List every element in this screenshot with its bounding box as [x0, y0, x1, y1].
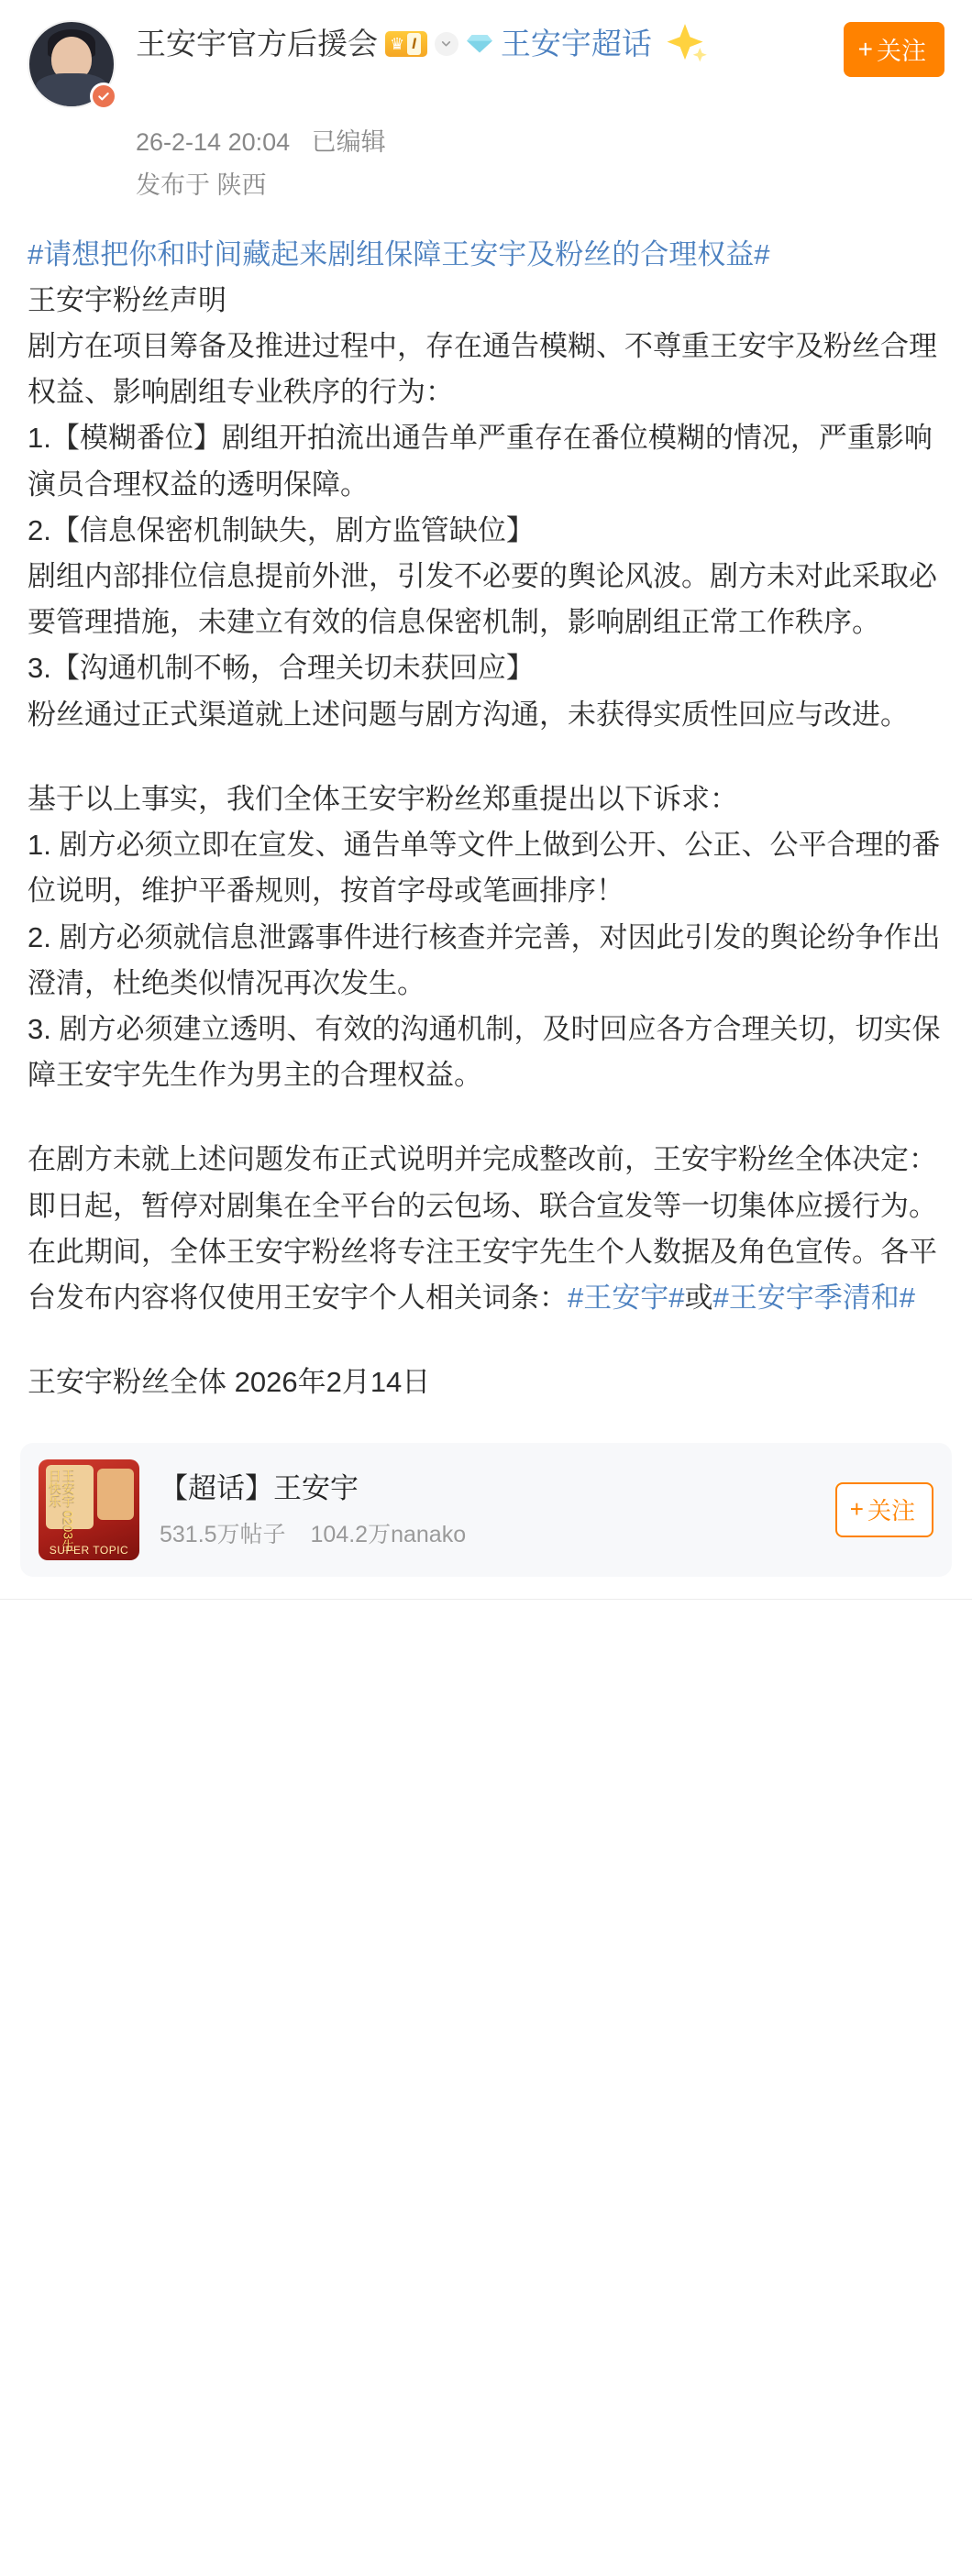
post-paragraph: 剧组内部排位信息提前外泄，引发不必要的舆论风波。剧方未对此采取必要管理措施，未建立有效的信息保密机制，影响剧组正常工作秩序。: [28, 560, 937, 639]
follow-button-label: 关注: [877, 38, 926, 65]
author-block: [136, 20, 831, 66]
thumbnail-figure-right: [97, 1469, 134, 1520]
post-paragraph: 1.【模糊番位】剧组开拍流出通告单严重存在番位模糊的情况，严重影响演员合理权益的透明保障。: [28, 422, 933, 501]
super-topic-members-count: 104.2万nanako: [310, 1522, 467, 1548]
super-topic-follow-label: 关注: [867, 1496, 915, 1525]
paragraph-spacer: [28, 1098, 944, 1137]
post-paragraph: 3.【沟通机制不畅，合理关切未获回应】: [28, 652, 535, 685]
closing-hashtag-1[interactable]: #王安宇#: [568, 1282, 685, 1315]
closing-hashtag-2[interactable]: #王安宇季清和#: [712, 1282, 915, 1315]
post-closing-text: 在此期间，全体王安宇粉丝将专注王安宇先生个人数据及角色宣传。各平台发布内容将仅使用王安宇个人相关词条：: [28, 1235, 937, 1315]
diamond-icon[interactable]: [466, 32, 493, 56]
super-topic-follow-button[interactable]: [835, 1482, 933, 1537]
post-paragraph: 王安宇粉丝声明: [28, 283, 226, 316]
post-paragraph: 2.【信息保密机制缺失，剧方监管缺位】: [28, 513, 535, 546]
post-closing-paragraph: [28, 1229, 944, 1321]
paragraph-spacer: [28, 1321, 944, 1360]
member-level-badge[interactable]: [385, 31, 427, 57]
post-hashtag-title[interactable]: #请想把你和时间藏起来剧组保障王安宇及粉丝的合理权益#: [28, 237, 770, 270]
post-paragraph: 剧方在项目筹备及推进过程中，存在通告模糊、不尊重王安宇及粉丝合理权益、影响剧组专业秩序的行为：: [28, 329, 937, 409]
super-topic-link[interactable]: 王安宇超话: [500, 27, 652, 61]
super-topic-card[interactable]: [20, 1443, 952, 1577]
card-divider: [0, 1599, 972, 1600]
author-nickname[interactable]: 王安宇官方后援会: [136, 27, 378, 61]
post-paragraph: 3. 剧方必须建立透明、有效的沟通机制，及时回应各方合理关切，切实保障王安宇先生作为男主的合理权益。: [28, 1013, 941, 1092]
post-signature: 王安宇粉丝全体 2026年2月14日: [28, 1366, 431, 1399]
super-topic-info: [160, 1470, 835, 1550]
post-header: [0, 0, 972, 108]
verified-badge-icon: [90, 83, 117, 110]
post-paragraph: 2. 剧方必须就信息泄露事件进行核查并完善，对因此引发的舆论纷争作出澄清，杜绝类似情况再次发生。: [28, 920, 941, 999]
author-name-row: [136, 22, 831, 66]
post-content: [0, 208, 972, 1415]
post-paragraph: 粉丝通过正式渠道就上述问题与剧方沟通，未获得实质性回应与改进。: [28, 698, 909, 731]
post-paragraph: 基于以上事实，我们全体王安宇粉丝郑重提出以下诉求：: [28, 782, 738, 815]
plus-icon: +: [857, 34, 873, 63]
post-edited-label: 已编辑: [311, 128, 386, 156]
closing-or: 或: [684, 1282, 713, 1315]
super-topic-thumbnail: [39, 1459, 139, 1560]
thumbnail-vertical-text: 王安宇 0203生日快乐: [47, 1468, 76, 1552]
post-location: 发布于 陕西: [136, 171, 267, 200]
sparkle-icon: [661, 23, 709, 65]
post-paragraph: 在剧方未就上述问题发布正式说明并完成整改前，王安宇粉丝全体决定：: [28, 1143, 937, 1176]
paragraph-spacer: [28, 738, 944, 776]
avatar[interactable]: [28, 20, 116, 108]
post-paragraph: 1. 剧方必须立即在宣发、通告单等文件上做到公开、公正、公平合理的番位说明，维护平番规则，按首字母或笔画排序！: [28, 829, 941, 908]
post-meta: [0, 108, 972, 208]
thumbnail-label: SUPER TOPIC: [49, 1543, 129, 1557]
plus-icon: +: [849, 1494, 864, 1523]
chevron-down-icon[interactable]: [435, 32, 458, 56]
post-timestamp: 26-2-14 20:04: [136, 128, 291, 156]
member-level-value: I: [407, 33, 421, 55]
follow-button[interactable]: [844, 22, 944, 77]
super-topic-posts-count: 531.5万帖子: [160, 1522, 286, 1548]
post-paragraph: 即日起，暂停对剧集在全平台的云包场、联合宣发等一切集体应援行为。: [28, 1189, 937, 1222]
super-topic-title: 【超话】王安宇: [160, 1471, 359, 1504]
super-topic-stats: [160, 1516, 835, 1549]
crown-icon: ♛: [390, 34, 405, 53]
